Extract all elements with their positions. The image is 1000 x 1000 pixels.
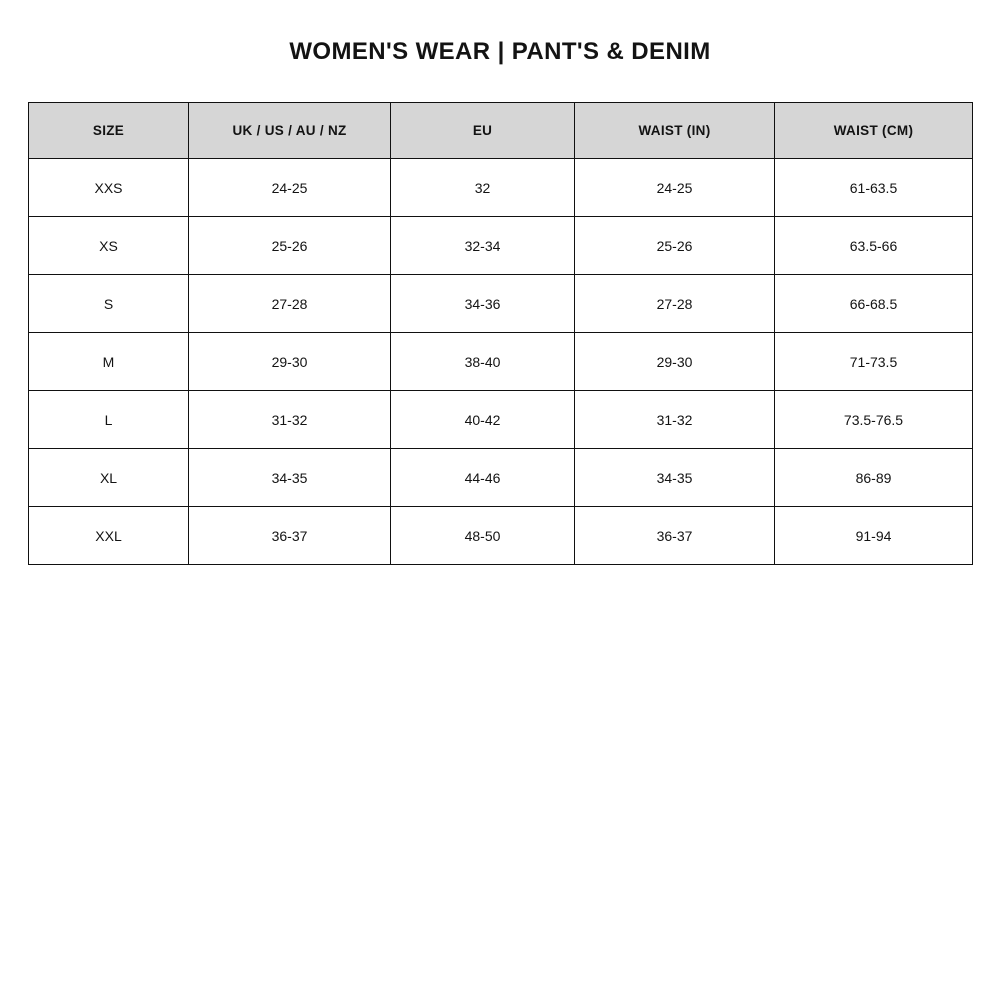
table-row xyxy=(29,275,973,333)
table-header-row xyxy=(29,103,973,159)
table-row xyxy=(29,159,973,217)
cell-eu: 40-42 xyxy=(391,391,575,449)
column-header-waist-in: WAIST (IN) xyxy=(575,103,775,159)
cell-waist-cm: 61-63.5 xyxy=(775,159,973,217)
size-chart-table xyxy=(28,102,973,565)
cell-size: M xyxy=(29,333,189,391)
cell-eu: 32-34 xyxy=(391,217,575,275)
cell-waist-cm: 63.5-66 xyxy=(775,217,973,275)
cell-size: S xyxy=(29,275,189,333)
cell-waist-in: 31-32 xyxy=(575,391,775,449)
table-row xyxy=(29,217,973,275)
cell-size: XS xyxy=(29,217,189,275)
cell-eu: 38-40 xyxy=(391,333,575,391)
cell-waist-cm: 73.5-76.5 xyxy=(775,391,973,449)
column-header-size: SIZE xyxy=(29,103,189,159)
cell-waist-cm: 91-94 xyxy=(775,507,973,565)
cell-uk: 29-30 xyxy=(189,333,391,391)
cell-waist-cm: 86-89 xyxy=(775,449,973,507)
cell-waist-cm: 71-73.5 xyxy=(775,333,973,391)
page-title: WOMEN'S WEAR | PANT'S & DENIM xyxy=(289,38,711,65)
column-header-eu: EU xyxy=(391,103,575,159)
table-row xyxy=(29,391,973,449)
cell-uk: 31-32 xyxy=(189,391,391,449)
cell-size: L xyxy=(29,391,189,449)
cell-waist-in: 36-37 xyxy=(575,507,775,565)
column-header-uk-us-au-nz: UK / US / AU / NZ xyxy=(189,103,391,159)
table-row xyxy=(29,333,973,391)
cell-waist-in: 29-30 xyxy=(575,333,775,391)
cell-uk: 24-25 xyxy=(189,159,391,217)
cell-waist-cm: 66-68.5 xyxy=(775,275,973,333)
cell-eu: 48-50 xyxy=(391,507,575,565)
cell-uk: 25-26 xyxy=(189,217,391,275)
cell-waist-in: 34-35 xyxy=(575,449,775,507)
cell-uk: 34-35 xyxy=(189,449,391,507)
cell-waist-in: 27-28 xyxy=(575,275,775,333)
cell-size: XXS xyxy=(29,159,189,217)
cell-waist-in: 25-26 xyxy=(575,217,775,275)
cell-uk: 36-37 xyxy=(189,507,391,565)
table-row xyxy=(29,449,973,507)
cell-size: XXL xyxy=(29,507,189,565)
cell-uk: 27-28 xyxy=(189,275,391,333)
cell-size: XL xyxy=(29,449,189,507)
column-header-waist-cm: WAIST (CM) xyxy=(775,103,973,159)
cell-eu: 44-46 xyxy=(391,449,575,507)
cell-eu: 34-36 xyxy=(391,275,575,333)
size-chart-table-container xyxy=(28,102,972,565)
cell-waist-in: 24-25 xyxy=(575,159,775,217)
table-row xyxy=(29,507,973,565)
cell-eu: 32 xyxy=(391,159,575,217)
